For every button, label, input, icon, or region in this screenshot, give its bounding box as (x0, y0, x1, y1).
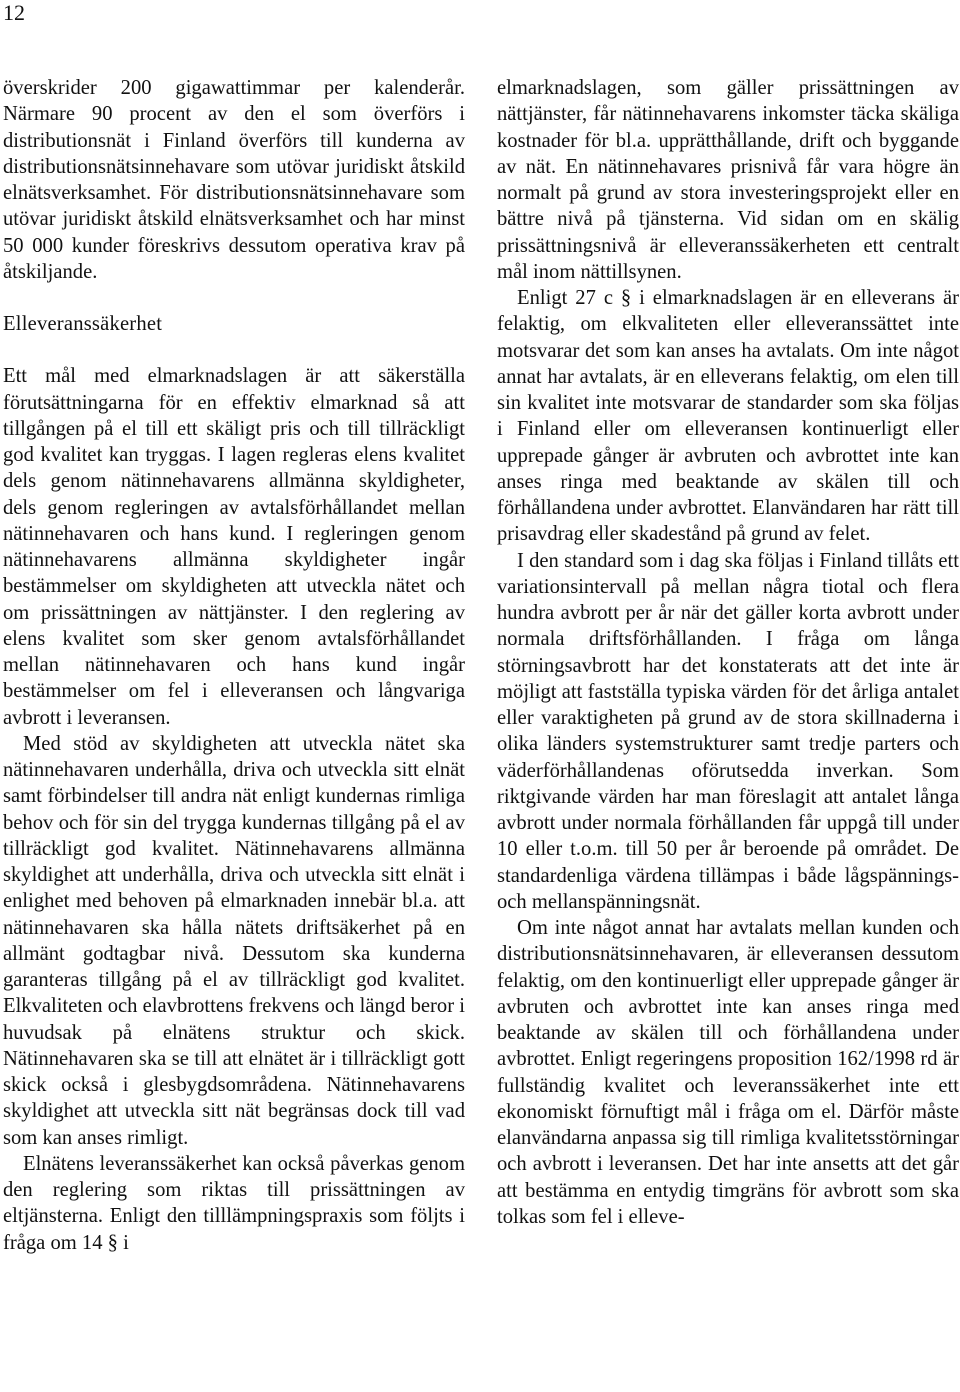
right-column (497, 75, 959, 1230)
spacer (3, 337, 465, 363)
paragraph: Elnätens leveranssäkerhet kan också påverkas genom den reglering som riktas till prissättningen av eltjänsterna. Enligt den tilllämpningspraxis som följts i fråga om 14 § i (3, 1152, 465, 1254)
paragraph: Om inte något annat har avtalats mellan kunden och distributionsnätsinnehavaren, är elleveransen dessutom felaktig, om den kontinuerligt eller upprepade gånger är avbruten och avbrottet inte kan anses ringa med beaktande av skälen till och förhållandena under avbrottet. Enligt regeringens proposition 162/1998 rd är fullständig kvalitet och leveranssäkerhet inte ett ekonomiskt förnuftigt mål i fråga om el. Därför måste elanvändarna anpassa sig till rimliga kvalitetsstörningar och avbrott i leveransen. Det har inte ansetts att det går att bestämma en entydig timgräns för avbrott som ska tolkas som fel i elleve- (497, 917, 959, 1228)
paragraph: I den standard som i dag ska följas i Finland tillåts ett variationsintervall på mellan några tiotal och flera hundra avbrott per år när det gäller korta avbrott under normala driftsförhållanden. I fråga om långa störningsavbrott har det konstaterats att det inte är möjligt att fastställa typiska värden för det årliga antalet eller varaktigheten på grund av de stora skillnaderna i olika länders systemstrukturer samt tredje parters och väderförhållandenas oförutsedda inverkan. Som riktgivande värden har man föreslagit att antalet långa avbrott under normala förhållanden får uppgå till under 10 eller t.o.m. till 50 per år beroende på området. De standardenliga värdena tillämpas i både lågspännings- och mellanspänningsnät. (497, 549, 959, 913)
paragraph: överskrider 200 gigawattimmar per kalenderår. Närmare 90 procent av den el som överförs i distributionsnät i Finland överförs till kunderna av distributionsnätsinnehavare som utövar juridiskt åtskild elnätsverksamhet. För distributionsnätsinnehavare som utövar juridiskt åtskild elnätsverksamhet och har minst 50 000 kunder föreskrivs dessutom operativa krav på åtskiljande. (3, 77, 465, 283)
section-heading: Elleveranssäkerhet (3, 313, 163, 335)
paragraph: Enligt 27 c § i elmarknadslagen är en elleverans är felaktig, om elkvaliteten eller elleveranssättet inte motsvarar det som kan anses ha avtalats. Om inte något annat har avtalats, är en elleverans felaktig, om elen till sin kvalitet inte motsvarar de standarder som ska följas i Finland eller om elleveransen kontinuerligt eller upprepade gånger är avbruten och avbrottet inte kan anses ringa med beaktande av skälen till och förhållandena under avbrottet. Elanvändaren har rätt till prisavdrag eller skadestånd på grund av felet. (497, 287, 959, 546)
spacer (3, 285, 465, 311)
paragraph: Med stöd av skyldigheten att utveckla nätet ska nätinnehavaren underhålla, driva och utveckla sitt elnät samt förbindelser till andra nät enligt kundernas rimliga behov och för sin del trygga kundernas tillgång på el av tillräckligt god kvalitet. Nätinnehavarens allmänna skyldighet att underhålla, driva och utveckla sitt elnät i enlighet med behoven på elmarknaden innebär bl.a. att nätinnehavaren ska hålla nätets driftsäkerhet på en allmänt godtagbar nivå. Dessutom ska kunderna garanteras tillgång på el av tillräckligt god kvalitet. Elkvaliteten och elavbrottens frekvens och längd beror i huvudsak på elnätens struktur och skick. Nätinnehavaren ska se till att elnätet är i tillräckligt gott skick också i glesbygdsområdena. Nätinnehavarens skyldighet att utveckla sitt nät begränsas dock till vad som kan anses rimligt. (3, 732, 465, 1149)
page-number: 12 (3, 0, 25, 25)
paragraph: Ett mål med elmarknadslagen är att säkerställa förutsättningarna för en effektiv elmarknad så att tillgången på el till ett skäligt pris och till tillräckligt god kvalitet kan tryggas. I lagen regleras elens kvalitet dels genom nätinnehavarens allmänna skyldigheter, dels genom regleringen av avtalsförhållandet mellan nätinnehavaren och hans kund. I regleringen genom nätinnehavarens allmänna skyldigheter ingår bestämmelser om skyldigheten att utveckla nätet och om prissättningen av nättjänster. I den reglering av elens kvalitet som sker genom avtalsförhållandet mellan nätinnehavaren och hans kund ingår bestämmelser om fel i elleveransen och långvariga avbrott i leveransen. (3, 365, 465, 729)
left-column (3, 75, 465, 1256)
paragraph: elmarknadslagen, som gäller prissättningen av nättjänster, får nätinnehavarens inkomster täcka skäliga kostnader för bl.a. upprätthållande, drift och byggande av nät. En nätinnehavares prisnivå får vara högre än normalt på grund av stora investeringsprojekt eller en bättre nivå på tjänsterna. Vid sidan om en skälig prissättningsnivå är elleveranssäkerheten ett centralt mål inom nättillsynen. (497, 77, 959, 283)
